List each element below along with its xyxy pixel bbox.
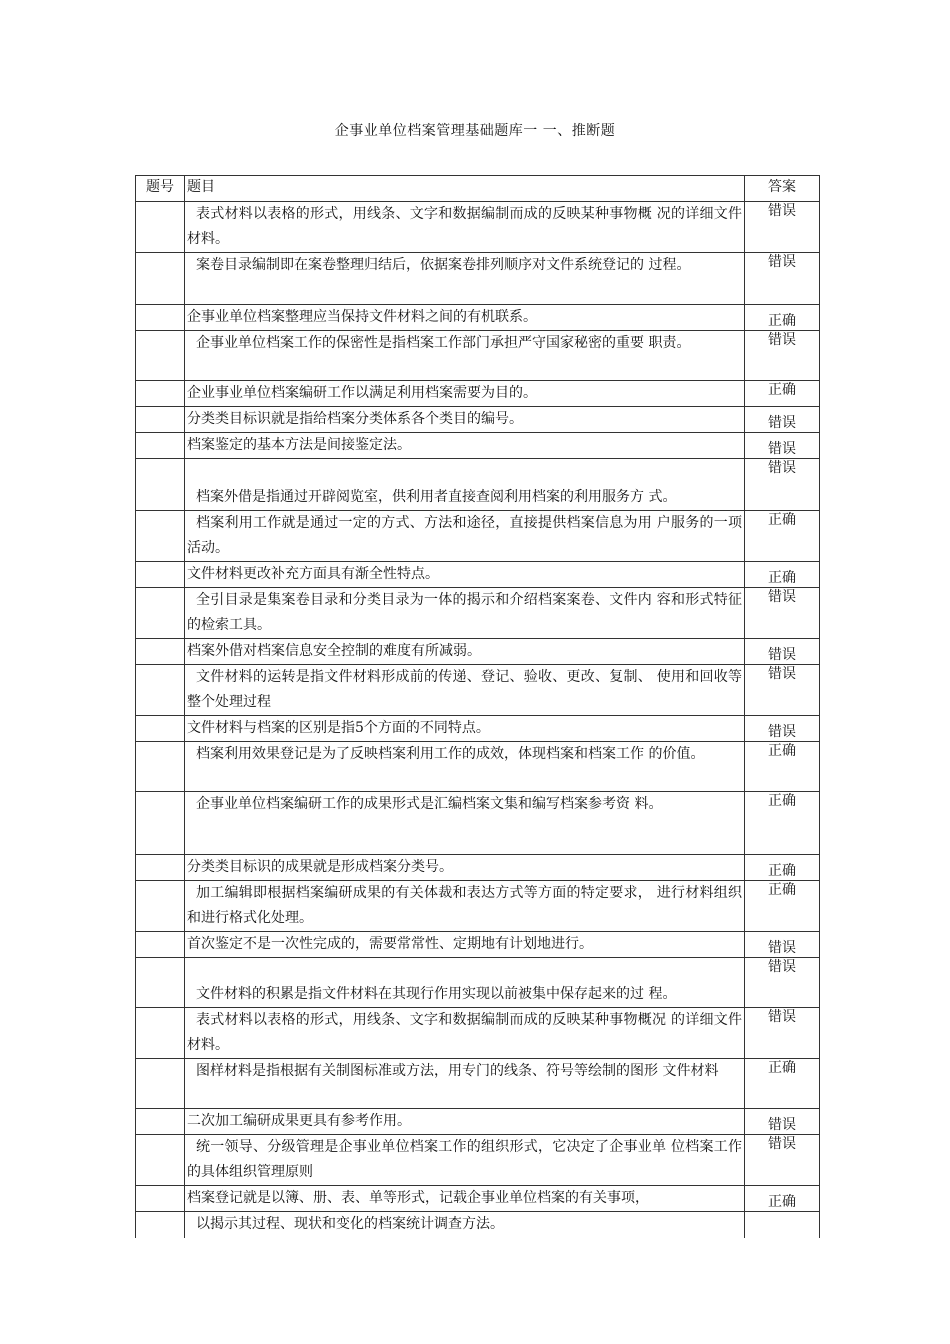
question-text: 首次鉴定不是一次性完成的，需要常常性、定期地有计划地进行。 [185,932,745,958]
table-header-row [136,176,820,202]
question-text: 企业事业单位档案编研工作以满足利用档案需要为目的。 [185,381,745,407]
question-number [136,742,185,792]
question-number [136,1212,185,1238]
page-title: 企事业单位档案管理基础题库一 一、推断题 [334,123,616,139]
question-number [136,202,185,253]
question-text: 表式材料以表格的形式，用线条、文字和数据编制而成的反映某种事物概 况的详细文件材料。 [185,202,745,253]
question-number [136,381,185,407]
table-row [136,433,820,459]
answer-cell: 错误 [745,253,820,305]
question-number [136,1186,185,1212]
table-row [136,958,820,1008]
table-row [136,1059,820,1109]
table-row [136,792,820,855]
question-number [136,305,185,331]
answer-cell: 正确 [745,855,820,881]
table-row [136,407,820,433]
answer-cell: 正确 [745,511,820,562]
question-text: 以揭示其过程、现状和变化的档案统计调查方法。 [185,1212,745,1238]
table-row [136,932,820,958]
question-text: 企事业单位档案工作的保密性是指档案工作部门承担严守国家秘密的重要 职责。 [185,331,745,381]
question-number [136,665,185,716]
header-question: 题目 [185,176,745,202]
question-number [136,855,185,881]
header-answer: 答案 [745,176,820,202]
answer-cell: 正确 [745,381,820,407]
answer-cell: 正确 [745,1059,820,1109]
answer-cell: 错误 [745,1008,820,1059]
answer-cell [745,1212,820,1238]
answer-cell: 错误 [745,433,820,459]
answer-cell: 错误 [745,407,820,433]
question-number [136,958,185,1008]
question-number [136,716,185,742]
question-text: 全引目录是集案卷目录和分类目录为一体的揭示和介绍档案案卷、文件内 容和形式特征的检索工具。 [185,588,745,639]
answer-cell: 错误 [745,958,820,1008]
question-number [136,588,185,639]
answer-cell: 错误 [745,459,820,511]
answer-cell: 错误 [745,665,820,716]
table-row [136,855,820,881]
question-text: 表式材料以表格的形式，用线条、文字和数据编制而成的反映某种事物概况 的详细文件材料。 [185,1008,745,1059]
table-row [136,459,820,511]
question-number [136,639,185,665]
answer-cell: 错误 [745,331,820,381]
answer-cell: 正确 [745,305,820,331]
question-number [136,253,185,305]
answer-cell: 错误 [745,716,820,742]
question-text: 加工编辑即根据档案编研成果的有关体裁和表达方式等方面的特定要求， 进行材料组织和进行格式化处理。 [185,881,745,932]
question-text: 档案利用工作就是通过一定的方式、方法和途径，直接提供档案信息为用 户服务的一项活动。 [185,511,745,562]
question-text: 档案外借对档案信息安全控制的难度有所减弱。 [185,639,745,665]
table-row [136,305,820,331]
question-table [135,175,820,1238]
question-number [136,1008,185,1059]
answer-cell: 正确 [745,742,820,792]
table-row [136,562,820,588]
question-text: 图样材料是指根据有关制图标准或方法，用专门的线条、符号等绘制的图形 文件材料 [185,1059,745,1109]
table-row [136,639,820,665]
table-row [136,381,820,407]
table-row [136,1212,820,1238]
question-text: 文件材料与档案的区别是指5个方面的不同特点。 [185,716,745,742]
answer-cell: 错误 [745,588,820,639]
question-text: 文件材料的积累是指文件材料在其现行作用实现以前被集中保存起来的过 程。 [185,958,745,1008]
question-number [136,932,185,958]
question-number [136,881,185,932]
question-number [136,562,185,588]
table-row [136,1008,820,1059]
table-row [136,202,820,253]
question-number [136,511,185,562]
header-num: 题号 [136,176,185,202]
table-row [136,742,820,792]
question-text: 企事业单位档案编研工作的成果形式是汇编档案文集和编写档案参考资 料。 [185,792,745,855]
question-text: 文件材料更改补充方面具有渐全性特点。 [185,562,745,588]
answer-cell: 错误 [745,932,820,958]
table-row [136,881,820,932]
question-text: 分类类目标识就是指给档案分类体系各个类目的编号。 [185,407,745,433]
question-text: 案卷目录编制即在案卷整理归结后，依据案卷排列顺序对文件系统登记的 过程。 [185,253,745,305]
question-number [136,459,185,511]
question-number [136,407,185,433]
question-text: 档案外借是指通过开辟阅览室，供利用者直接查阅利用档案的利用服务方 式。 [185,459,745,511]
table-row [136,1186,820,1212]
answer-cell: 错误 [745,1109,820,1135]
table-row [136,253,820,305]
answer-cell: 错误 [745,639,820,665]
answer-cell: 正确 [745,792,820,855]
question-text: 统一领导、分级管理是企事业单位档案工作的组织形式，它决定了企事业单 位档案工作的具体组织管理原则 [185,1135,745,1186]
question-text: 分类类目标识的成果就是形成档案分类号。 [185,855,745,881]
question-text: 档案利用效果登记是为了反映档案利用工作的成效，体现档案和档案工作 的价值。 [185,742,745,792]
answer-cell: 正确 [745,1186,820,1212]
question-text: 档案登记就是以簿、册、表、单等形式，记载企事业单位档案的有关事项， [185,1186,745,1212]
question-text: 文件材料的运转是指文件材料形成前的传递、登记、验收、更改、复制、 使用和回收等整个处理过程 [185,665,745,716]
table-row [136,1109,820,1135]
answer-cell: 正确 [745,562,820,588]
question-number [136,1135,185,1186]
table-row [136,588,820,639]
question-number [136,792,185,855]
table-row [136,716,820,742]
question-text: 二次加工编研成果更具有参考作用。 [185,1109,745,1135]
table-row [136,1135,820,1186]
answer-cell: 错误 [745,202,820,253]
question-number [136,1059,185,1109]
question-text: 档案鉴定的基本方法是间接鉴定法。 [185,433,745,459]
answer-cell: 正确 [745,881,820,932]
answer-cell: 错误 [745,1135,820,1186]
table-row [136,331,820,381]
question-number [136,331,185,381]
question-number [136,433,185,459]
table-row [136,511,820,562]
question-number [136,1109,185,1135]
table-row [136,665,820,716]
question-text: 企事业单位档案整理应当保持文件材料之间的有机联系。 [185,305,745,331]
